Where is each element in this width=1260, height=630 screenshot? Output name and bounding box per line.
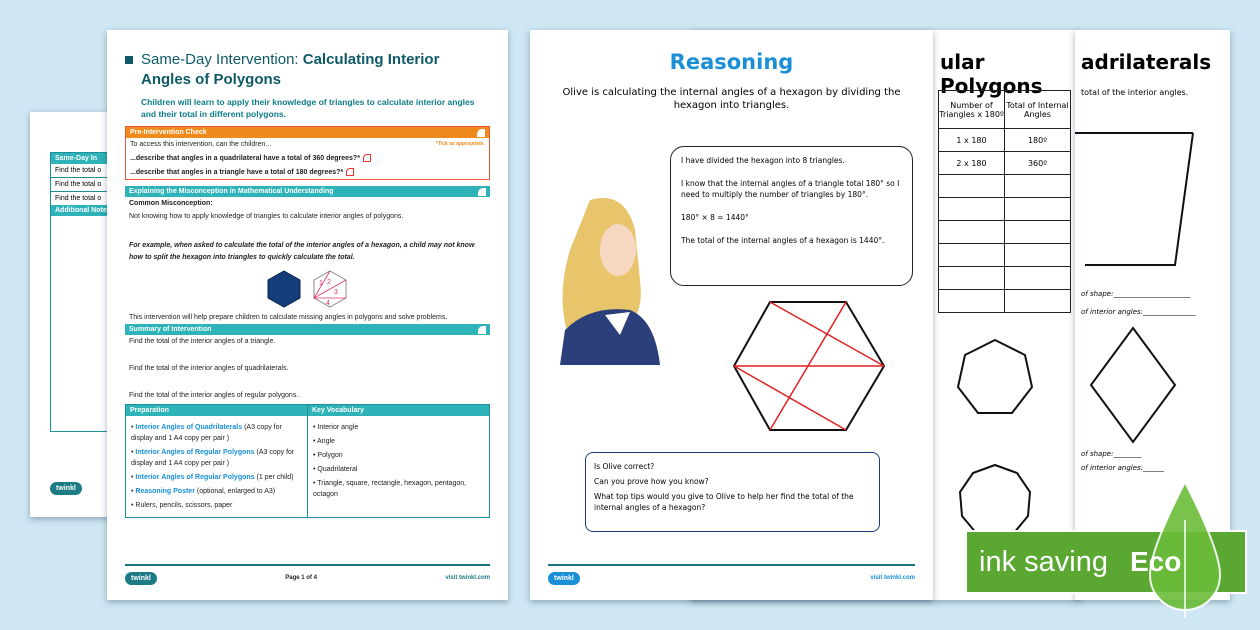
- prep-item: • Interior Angles of Regular Polygons (A3 copy for display and 1 A4 copy per pair ): [131, 447, 302, 469]
- vocab-item: • Angle: [313, 436, 484, 447]
- shape-name-line: of shape:______________________: [1081, 290, 1191, 298]
- vocab-item: • Polygon: [313, 450, 484, 461]
- reasoning-title: Reasoning: [669, 50, 794, 74]
- back-row: Find the total o: [51, 164, 139, 178]
- regular-polygons-title: ular Polygons: [940, 50, 1043, 98]
- table-header: Number of Triangles x 180º: [939, 91, 1005, 129]
- questions-box: Is Olive correct? Can you prove how you know? What top tips would you give to Olive to help her find the total of the internal angles of a hexagon?: [585, 452, 880, 532]
- page-title: Same-Day Intervention: Calculating Interior Angles of Polygons: [125, 50, 490, 90]
- ink-saving-label: ink saving: [979, 545, 1108, 578]
- misconception-header: Explaining the Misconception in Mathematical Understanding: [125, 186, 490, 197]
- table-header: Total of Internal Angles: [1005, 91, 1071, 129]
- summary-item: Find the total of the interior angles of quadrilaterals.: [129, 365, 289, 372]
- filled-hexagon: [266, 269, 302, 309]
- table-cell: 2 x 180: [939, 152, 1005, 175]
- svg-text:4: 4: [325, 300, 330, 307]
- prep-item: • Rulers, pencils, scissors, paper: [131, 500, 302, 511]
- page-subtitle: Children will learn to apply their knowledge of triangles to calculate interior angles and their total in different polygons.: [141, 97, 475, 119]
- back-page-header: Same-Day In: [51, 153, 139, 164]
- site-link[interactable]: visit twinkl.com: [870, 575, 915, 581]
- pre-check-item: ...describe that angles in a quadrilateral have a total of 360 degrees?*: [126, 151, 489, 165]
- angles-table: [938, 90, 1071, 313]
- shape-name-line: of shape:________: [1081, 450, 1142, 458]
- prep-item: • Interior Angles of Quadrilaterals (A3 copy for display and 1 A4 copy per pair ): [131, 422, 302, 444]
- reasoning-intro: Olive is calculating the internal angles of a hexagon by dividing the hexagon into triangles.: [562, 87, 901, 111]
- hexagon-illustration: [125, 269, 490, 309]
- page-footer: [125, 564, 490, 590]
- resource-link[interactable]: Interior Angles of Quadrilaterals: [135, 424, 243, 431]
- resource-link[interactable]: Reasoning Poster: [135, 488, 195, 495]
- back-notes-header: Additional Note: [51, 205, 139, 216]
- vocab-item: • Triangle, square, rectangle, hexagon, pentagon, octagon: [313, 478, 484, 500]
- pre-check-item: ...describe that angles in a triangle have a total of 180 degrees?*: [126, 165, 489, 179]
- trapezium-shape: [1075, 125, 1205, 275]
- summary-item: Find the total of the interior angles of regular polygons.: [129, 392, 299, 399]
- misconception-label: Common Misconception:: [129, 200, 213, 207]
- prep-item: • Reasoning Poster (optional, enlarged to A3): [131, 486, 302, 497]
- summary-item: Find the total of the interior angles of a triangle.: [129, 338, 276, 345]
- speech-bubble: I have divided the hexagon into 8 triangles. I know that the internal angles of a triangle total 180° so I need to multiply the number of triangles by 180°. 180° × 8 = 1440° The total of the internal angles of a hexagon is 1440°.: [670, 146, 913, 286]
- intervention-help: This intervention will help prepare children to calculate missing angles in polygons and solve problems.: [129, 314, 448, 321]
- svg-text:1: 1: [318, 280, 323, 287]
- vocabulary-header: Key Vocabulary: [308, 405, 489, 416]
- pre-check-header: Pre-Intervention Check: [126, 127, 489, 138]
- preparation-header: Preparation: [126, 405, 307, 416]
- pre-intervention-check: [125, 126, 490, 180]
- vocab-item: • Quadrilateral: [313, 464, 484, 475]
- svg-text:2: 2: [326, 279, 331, 286]
- preparation-table: [125, 404, 490, 518]
- pre-check-intro: To access this intervention, can the children...: [130, 141, 272, 148]
- rhombus-shape: [1085, 325, 1185, 445]
- twinkl-logo: twinkl: [125, 572, 157, 585]
- misconception-example: For example, when asked to calculate the total of the interior angles of a hexagon, a child may not know how to split the hexagon into triangles to quickly calculate the total.: [129, 242, 475, 261]
- olive-character-illustration: [550, 190, 680, 370]
- svg-text:3: 3: [333, 289, 338, 296]
- quadrilaterals-title: adrilaterals: [1081, 50, 1212, 74]
- tick-box[interactable]: [363, 154, 371, 162]
- reasoning-page: [530, 30, 933, 600]
- split-hexagon: [310, 269, 350, 309]
- angles-line: of interior angles:_______________: [1081, 308, 1196, 316]
- page-footer: [548, 564, 915, 590]
- vocab-item: • Interior angle: [313, 422, 484, 433]
- summary-header: Summary of Intervention: [125, 324, 490, 335]
- main-page: [107, 30, 508, 600]
- site-link[interactable]: visit twinkl.com: [445, 575, 490, 581]
- prep-item: • Interior Angles of Regular Polygons (1 per child): [131, 472, 302, 483]
- table-cell: 180º: [1005, 129, 1071, 152]
- quadrilaterals-intro: total of the interior angles.: [1081, 88, 1189, 97]
- tick-box[interactable]: [346, 168, 354, 176]
- twinkl-logo: twinkl: [50, 482, 82, 495]
- tick-note: *Tick as appropriate.: [435, 141, 485, 147]
- angles-line: of interior angles:______: [1081, 464, 1165, 472]
- heptagon-shape: [955, 335, 1035, 425]
- page-number: Page 1 of 4: [285, 575, 317, 581]
- resource-link[interactable]: Interior Angles of Regular Polygons: [135, 474, 255, 481]
- back-row: Find the total o: [51, 178, 139, 192]
- misconception-text: Not knowing how to apply knowledge of triangles to calculate interior angles of polygons.: [129, 213, 404, 220]
- table-cell: 360º: [1005, 152, 1071, 175]
- divided-hexagon: [730, 298, 890, 438]
- eco-label: Eco: [1129, 546, 1182, 577]
- resource-link[interactable]: Interior Angles of Regular Polygons: [135, 449, 255, 456]
- table-cell: 1 x 180: [939, 129, 1005, 152]
- twinkl-logo: twinkl: [548, 572, 580, 585]
- back-row: Find the total o: [55, 195, 102, 202]
